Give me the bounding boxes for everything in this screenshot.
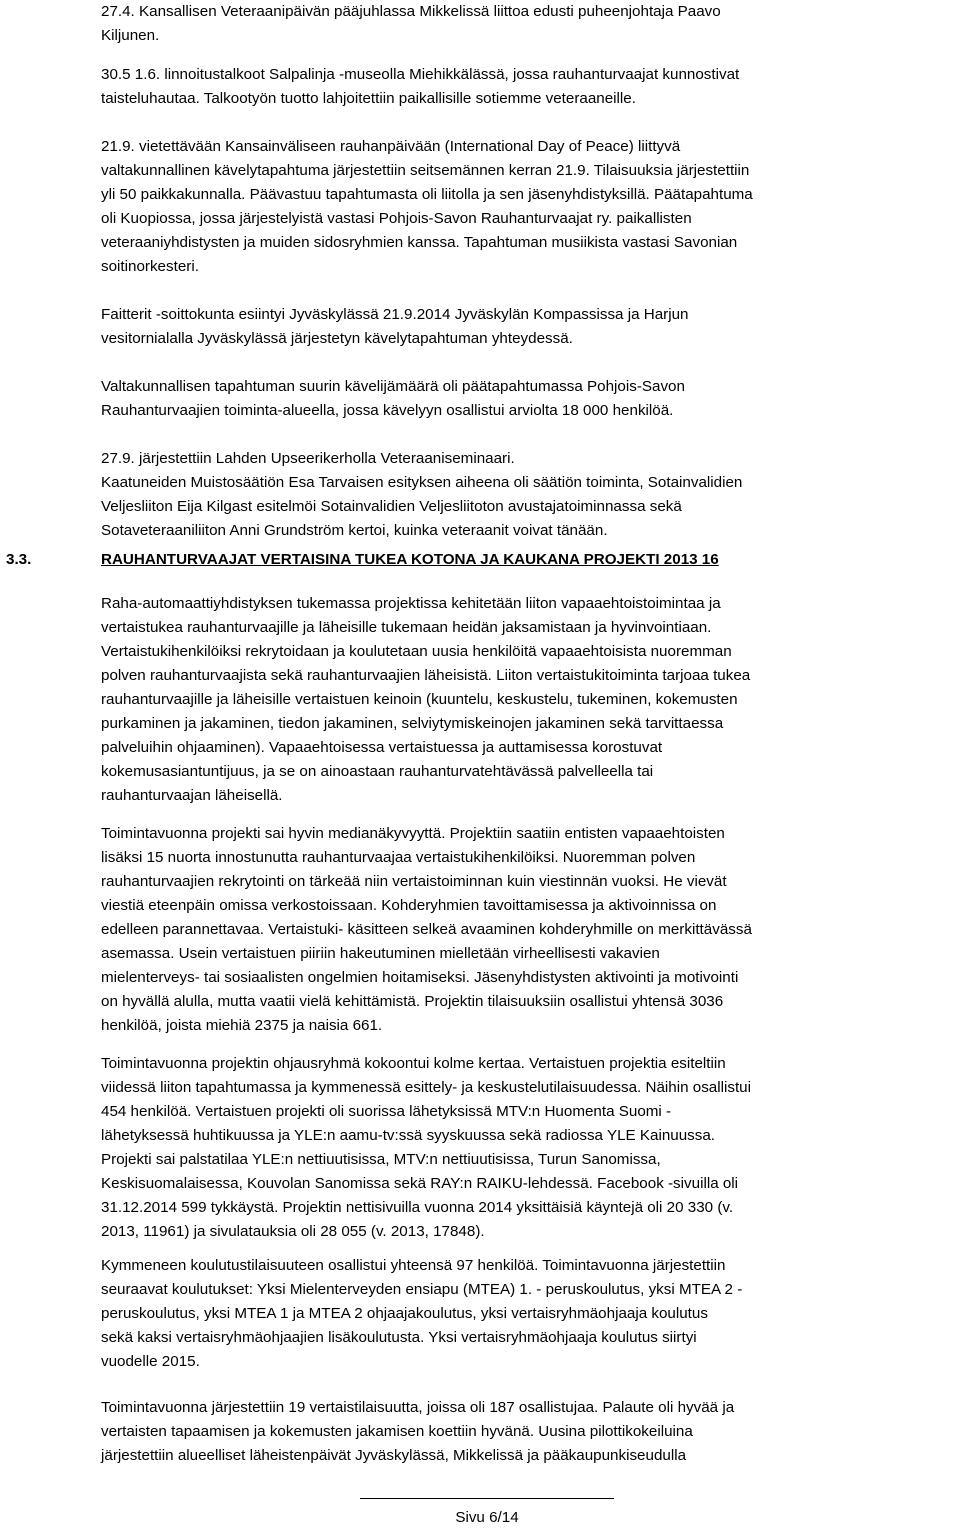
text-line: kokemusasiantuntijuus, ja se on ainoastaan rauhanturvatehtävässä palvelleella tai: [101, 763, 654, 780]
text-line: yli 50 paikkakunnalla. Päävastuu tapahtumasta oli liitolla ja sen jäsenyhdistyksillä. Päätapahtuma: [101, 186, 753, 203]
paragraph-project-intro: [101, 592, 931, 808]
text-line: 454 henkilöä. Vertaistuen projekti oli suorissa lähetyksissä MTV:n Huomenta Suomi -: [101, 1103, 672, 1120]
text-line: seuraavat koulutukset: Yksi Mielenterveyden ensiapu (MTEA) 1. - peruskoulutus, yksi MTEA 2 -: [101, 1281, 743, 1298]
paragraph-media-visibility: [101, 822, 931, 1038]
text-line: Kiljunen.: [101, 27, 160, 44]
page-number: Sivu 6/14: [455, 1509, 519, 1526]
text-line: lisäksi 15 nuorta innostunutta rauhanturvaajaa vertaistukihenkilöiksi. Nuoremman polven: [101, 849, 696, 866]
text-line: Valtakunnallisen tapahtuman suurin kävelijämäärä oli päätapahtumassa Pohjois-Savon: [101, 378, 685, 395]
paragraph-peer-events: [101, 1396, 931, 1468]
section-title: RAUHANTURVAAJAT VERTAISINA TUKEA KOTONA JA KAUKANA PROJEKTI 2013 16: [101, 551, 719, 568]
text-line: Toimintavuonna projektin ohjausryhmä kokoontui kolme kertaa. Vertaistuen projektia esiteltiin: [101, 1055, 726, 1072]
text-line: Projekti sai palstatilaa YLE:n nettiuutisissa, MTV:n nettiuutisissa, Turun Sanomissa,: [101, 1151, 661, 1168]
text-line: Kaatuneiden Muistosäätiön Esa Tarvaisen esityksen aiheena oli säätiön toiminta, Sotainvalidien: [101, 474, 743, 491]
text-line: Rauhanturvaajien toiminta-alueella, jossa kävelyyn osallistui arviolta 18 000 henkilöä.: [101, 402, 674, 419]
text-line: 30.5 1.6. linnoitustalkoot Salpalinja -museolla Miehikkälässä, jossa rauhanturvaajat kunnostivat: [101, 66, 740, 83]
text-line: Toimintavuonna projekti sai hyvin medianäkyvyyttä. Projektiin saatiin entisten vapaaehtoisten: [101, 825, 725, 842]
text-line: vesitornialalla Jyväskylässä järjestetyn kävelytapahtuman yhteydessä.: [101, 330, 573, 347]
text-line: lähetyksessä huhtikuussa ja YLE:n aamu-tv:ssä syyskuussa sekä radiossa YLE Kainuussa.: [101, 1127, 716, 1144]
text-line: peruskoulutus, yksi MTEA 1 ja MTEA 2 ohjaajakoulutus, yksi vertaisryhmäohjaaja koulutus: [101, 1305, 708, 1322]
text-line: Keskisuomalaisessa, Kouvolan Sanomissa sekä RAY:n RAIKU-lehdessä. Facebook -sivuilla oli: [101, 1175, 739, 1192]
text-line: Kymmeneen koulutustilaisuuteen osallistui yhteensä 97 henkilöä. Toimintavuonna järjestettiin: [101, 1257, 726, 1274]
text-line: 27.9. järjestettiin Lahden Upseerikerholla Veteraaniseminaari.: [101, 450, 515, 467]
text-line: 2013, 11961) ja sivulatauksia oli 28 055 (v. 2013, 17848).: [101, 1223, 485, 1240]
text-line: Sotaveteraaniliiton Anni Grundström kertoi, kuinka veteraanit voivat tänään.: [101, 522, 608, 539]
paragraph-peace-day: [101, 135, 931, 279]
paragraph-faitterit: [101, 303, 931, 351]
text-line: Vertaistukihenkilöiksi rekrytoidaan ja koulutetaan uusia henkilöitä vapaaehtoisista nuoremman: [101, 643, 732, 660]
text-line: soitinorkesteri.: [101, 258, 199, 275]
text-line: mielenterveys- tai sosiaalisten ongelmien hoitamiseksi. Jäsenyhdistysten aktivointi ja motivointi: [101, 969, 739, 986]
text-line: Toimintavuonna järjestettiin 19 vertaistilaisuutta, joissa oli 187 osallistujaa. Palaute oli hyvää ja: [101, 1399, 735, 1416]
text-line: 27.4. Kansallisen Veteraanipäivän pääjuhlassa Mikkelissä liittoa edusti puheenjohtaja Paavo: [101, 3, 721, 20]
section-number: 3.3.: [6, 551, 32, 568]
paragraph-trainings: [101, 1254, 931, 1374]
text-line: Faitterit -soittokunta esiintyi Jyväskylässä 21.9.2014 Jyväskylän Kompassissa ja Harjun: [101, 306, 689, 323]
text-line: Raha-automaattiyhdistyksen tukemassa projektissa kehitetään liiton vapaaehtoistoimintaa ja: [101, 595, 721, 612]
text-line: järjestettiin alueelliset läheistenpäivät Jyväskylässä, Mikkelissä ja pääkaupunkiseudulla: [101, 1447, 687, 1464]
paragraph-steering-group: [101, 1052, 931, 1244]
text-line: asemassa. Usein vertaistuen piiriin hakeutuminen mielletään virheellisesti vakavien: [101, 945, 660, 962]
text-line: vertaisten tapaamisen ja kokemusten jakamisen koettiin hyvänä. Uusina pilottikokeiluina: [101, 1423, 693, 1440]
text-line: taisteluhautaa. Talkootyön tuotto lahjoitettiin paikallisille sotiemme veteraaneille.: [101, 90, 636, 107]
text-line: henkilöä, joista miehiä 2375 ja naisia 661.: [101, 1017, 383, 1034]
text-line: 31.12.2014 599 tykkäystä. Projektin nettisivuilla vuonna 2014 yksittäisiä käyntejä oli 20 330 (v.: [101, 1199, 734, 1216]
paragraph-veteran-day: [101, 0, 931, 48]
text-line: rauhanturvaajien rekrytointi on tärkeää niin vertaistoiminnan kuin viestinnän vuoksi. He vievät: [101, 873, 727, 890]
text-line: valtakunnallinen kävelytapahtuma järjestettiin seitsemännen kerran 21.9. Tilaisuuksia järjestettiin: [101, 162, 750, 179]
text-line: polven rauhanturvaajista sekä rauhanturvaajien läheisistä. Liiton vertaistukitoiminta tarjoaa tukea: [101, 667, 751, 684]
text-line: vertaistukea rauhanturvaajille ja läheisille tukemaan heidän jaksamistaan ja hyvinvointiaan.: [101, 619, 712, 636]
text-line: on hyvällä alulla, mutta vaatii vielä kehittämistä. Projektin tilaisuuksiin osallistui yhtensä 3036: [101, 993, 724, 1010]
paragraph-walkers: [101, 375, 931, 423]
text-line: purkaminen ja jakaminen, tiedon jakaminen, selviytymiskeinojen jakaminen sekä tarvittaessa: [101, 715, 724, 732]
text-line: oli Kuopiossa, jossa järjestelyistä vastasi Pohjois-Savon Rauhanturvaajat ry. paikallisten: [101, 210, 692, 227]
text-line: veteraaniyhdistysten ja muiden sidosryhmien kanssa. Tapahtuman musiikista vastasi Savonian: [101, 234, 738, 251]
paragraph-salpalinja: [101, 63, 931, 111]
text-line: palveluihin ohjaaminen). Vapaaehtoisessa vertaistuessa ja auttamisessa korostuvat: [101, 739, 663, 756]
text-line: vuodelle 2015.: [101, 1353, 200, 1370]
text-line: sekä kaksi vertaisryhmäohjaajien lisäkoulutusta. Yksi vertaisryhmäohjaaja koulutus siirtyi: [101, 1329, 697, 1346]
footer-divider: [360, 1498, 614, 1499]
text-line: viestiä eteenpäin omissa verkostoissaan. Kohderyhmien tavoittamisessa ja aktivoinnissa on: [101, 897, 717, 914]
text-line: 21.9. vietettävään Kansainväliseen rauhanpäivään (International Day of Peace) liittyvä: [101, 138, 681, 155]
text-line: Veljesliiton Eija Kilgast esitelmöi Sotainvalidien Veljesliitoton avustajatoiminnassa sekä: [101, 498, 682, 515]
text-line: edelleen parannettavaa. Vertaistuki- käsitteen selkeä avaaminen kohderyhmille on merkittävässä: [101, 921, 752, 938]
text-line: rauhanturvaajan läheisellä.: [101, 787, 283, 804]
text-line: rauhanturvaajille ja läheisille vertaistuen keinoin (kuuntelu, keskustelu, tukeminen, kokemusten: [101, 691, 738, 708]
paragraph-seminar: [101, 447, 931, 543]
section-heading: [0, 548, 960, 572]
text-line: viidessä liiton tapahtumassa ja kymmenessä esittely- ja keskustelutilaisuudessa. Näihin osallistui: [101, 1079, 751, 1096]
